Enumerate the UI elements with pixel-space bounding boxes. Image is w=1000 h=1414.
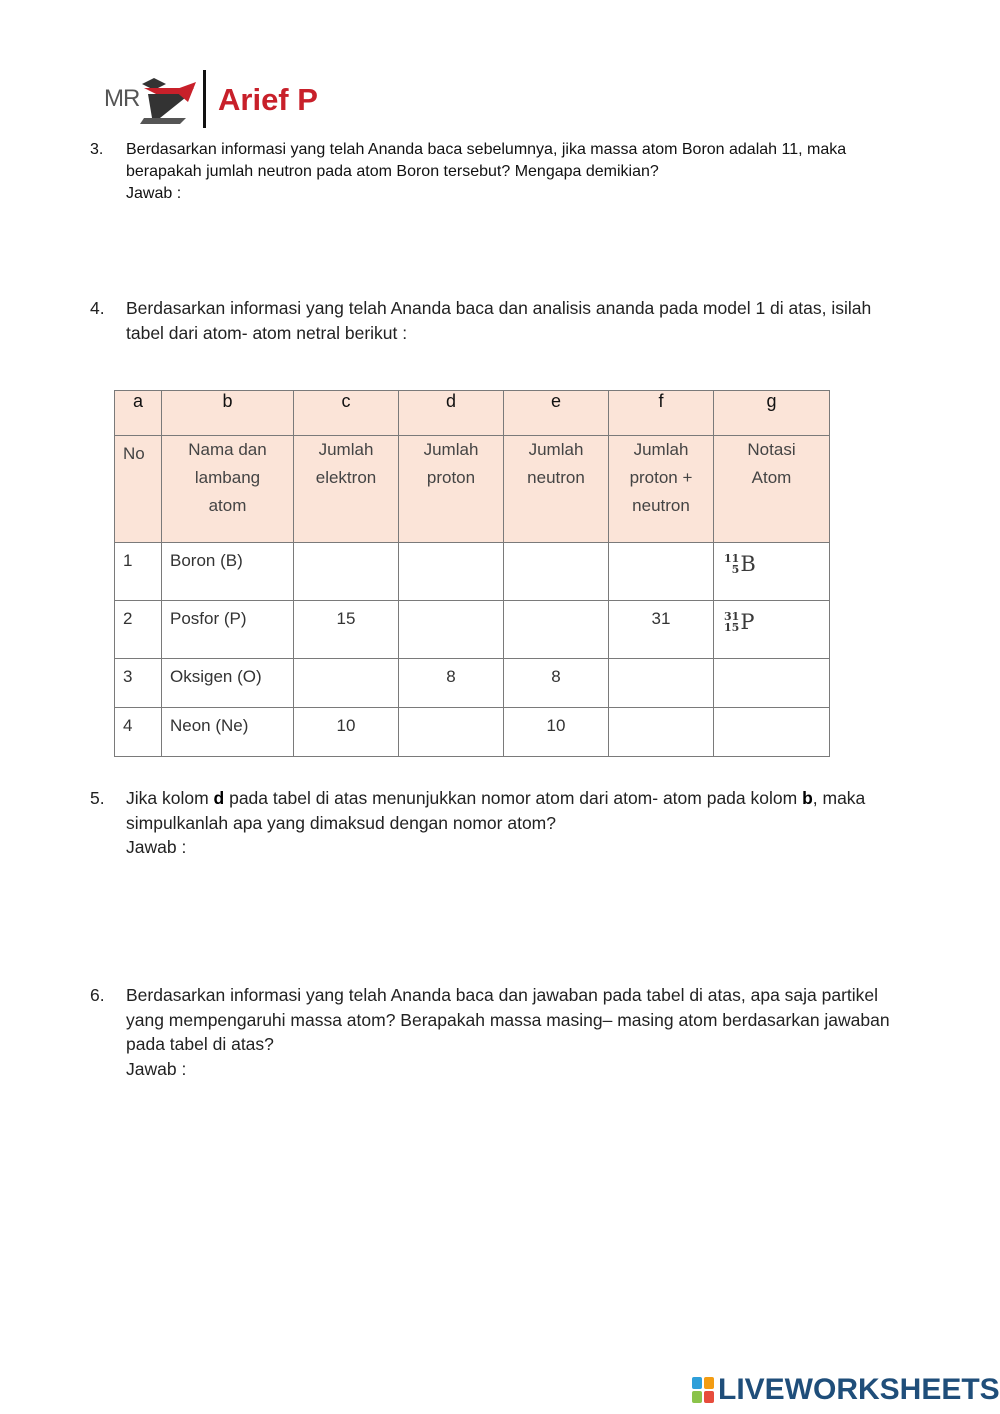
cell-notation-input[interactable] [714, 659, 830, 708]
table-letter-row [115, 391, 830, 436]
header-notation: Notasi Atom [714, 436, 830, 543]
cell-no: 2 [115, 601, 162, 659]
question-text-line: Berdasarkan informasi yang telah Ananda baca dan analisis ananda pada model 1 di atas, isilah [126, 298, 872, 318]
question-number: 6. [90, 985, 105, 1005]
cell-protons-input[interactable] [399, 708, 504, 757]
cell-notation-input[interactable] [714, 708, 830, 757]
nuclide-notation-posfor: 31 15 P [724, 610, 755, 634]
cell-neutrons: 8 [504, 659, 609, 708]
cell-notation [714, 543, 830, 601]
table-header-row [115, 436, 830, 543]
cell-neutrons-input[interactable] [504, 543, 609, 601]
logo-mark-text: MR [104, 85, 140, 112]
liveworksheets-icon [692, 1377, 714, 1403]
logo-divider [203, 70, 206, 128]
atoms-table [114, 390, 830, 757]
cell-no: 3 [115, 659, 162, 708]
cell-notation [714, 601, 830, 659]
cell-electrons: 15 [294, 601, 399, 659]
question-number: 4. [90, 298, 105, 318]
column-letter-a: a [115, 391, 162, 436]
cell-protons: 8 [399, 659, 504, 708]
header-mass: Jumlah proton + neutron [609, 436, 714, 543]
cell-protons-input[interactable] [399, 601, 504, 659]
table-row [115, 601, 830, 659]
question-text-line: Berdasarkan informasi yang telah Ananda baca sebelumnya, jika massa atom Boron adalah 11, maka [126, 141, 847, 158]
author-name: Arief P [218, 82, 318, 117]
cell-electrons-input[interactable] [294, 659, 399, 708]
question-6 [90, 983, 920, 1081]
table-row [115, 659, 830, 708]
question-text-line: yang mempengaruhi massa atom? Berapakah massa masing– masing atom berdasarkan jawaban [126, 1009, 890, 1030]
cell-electrons-input[interactable] [294, 543, 399, 601]
cell-neutrons-input[interactable] [504, 601, 609, 659]
cell-mass: 31 [609, 601, 714, 659]
column-letter-g: g [714, 391, 830, 436]
question-number: 3. [90, 141, 104, 158]
cell-mass-input[interactable] [609, 659, 714, 708]
question-text-line: pada tabel di atas? [126, 1034, 274, 1054]
column-letter-e: e [504, 391, 609, 436]
question-3 [90, 139, 920, 205]
header-protons: Jumlah proton [399, 436, 504, 543]
question-text-line: tabel dari atom- atom netral berikut : [126, 322, 408, 343]
header-neutrons: Jumlah neutron [504, 436, 609, 543]
cell-no: 4 [115, 708, 162, 757]
question-5 [90, 786, 920, 860]
cell-name: Oksigen (O) [162, 659, 294, 708]
header-logo [104, 70, 344, 130]
table-row [115, 708, 830, 757]
table-row [115, 543, 830, 601]
cell-protons-input[interactable] [399, 543, 504, 601]
nuclide-notation-boron: 11 5 B [724, 552, 756, 576]
answer-label: Jawab : [126, 1058, 187, 1079]
cell-neutrons: 10 [504, 708, 609, 757]
cell-mass-input[interactable] [609, 708, 714, 757]
header-no: No [115, 436, 162, 543]
question-text-line: simpulkanlah apa yang dimaksud dengan nomor atom? [126, 812, 556, 833]
cell-mass-input[interactable] [609, 543, 714, 601]
column-letter-f: f [609, 391, 714, 436]
column-letter-c: c [294, 391, 399, 436]
header-name: Nama dan lambang atom [162, 436, 294, 543]
liveworksheets-logo [692, 1372, 1000, 1408]
question-text-line: Berdasarkan informasi yang telah Ananda baca dan jawaban pada tabel di atas, apa saja partikel [126, 985, 879, 1005]
cell-no: 1 [115, 543, 162, 601]
header-electrons: Jumlah elektron [294, 436, 399, 543]
column-letter-d: d [399, 391, 504, 436]
answer-label: Jawab : [126, 185, 182, 202]
cell-name: Posfor (P) [162, 601, 294, 659]
cell-electrons: 10 [294, 708, 399, 757]
column-letter-b: b [162, 391, 294, 436]
question-number: 5. [90, 788, 105, 808]
cell-name: Neon (Ne) [162, 708, 294, 757]
answer-label: Jawab : [126, 837, 187, 857]
liveworksheets-brand: LIVEWORKSHEETS [718, 1373, 1000, 1406]
question-4 [90, 296, 920, 345]
cell-name: Boron (B) [162, 543, 294, 601]
mrz-logo-icon [104, 74, 199, 126]
question-text-line: berapakah jumlah neutron pada atom Boron tersebut? Mengapa demikian? [126, 163, 659, 180]
question-text-line: Jika kolom d pada tabel di atas menunjukkan nomor atom dari atom- atom pada kolom b, maka [126, 788, 866, 808]
